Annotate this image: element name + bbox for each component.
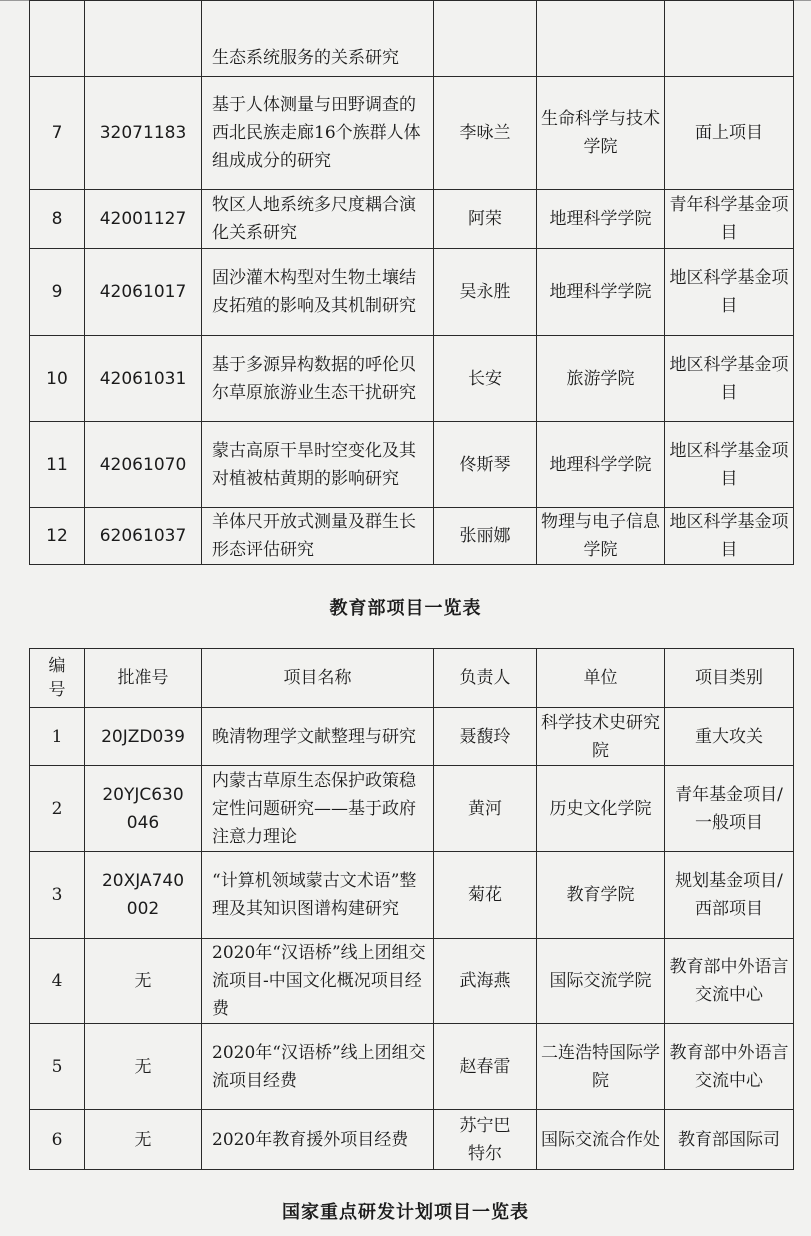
approval-code: 32071183 [85, 77, 202, 190]
project-leader: 武海燕 [434, 939, 537, 1024]
approval-code: 42061017 [85, 249, 202, 336]
table-row [30, 422, 794, 508]
header-category: 项目类别 [665, 649, 794, 708]
project-leader: 菊花 [434, 852, 537, 939]
table-row [30, 1110, 794, 1170]
row-number: 4 [30, 939, 85, 1024]
table-row [30, 77, 794, 190]
approval-code: 20YJC630046 [85, 766, 202, 852]
project-leader [434, 1, 537, 77]
header-leader: 负责人 [434, 649, 537, 708]
project-unit: 二连浩特国际学院 [537, 1024, 665, 1110]
row-number: 9 [30, 249, 85, 336]
project-unit: 国际交流合作处 [537, 1110, 665, 1170]
moe-project-table [29, 648, 794, 1170]
project-unit: 物理与电子信息学院 [537, 508, 665, 565]
header-project-name: 项目名称 [202, 649, 434, 708]
project-name: “计算机领域蒙古文术语”整理及其知识图谱构建研究 [202, 852, 434, 939]
project-leader: 吴永胜 [434, 249, 537, 336]
project-name: 内蒙古草原生态保护政策稳定性问题研究——基于政府注意力理论 [202, 766, 434, 852]
row-number: 1 [30, 708, 85, 766]
approval-code: 20XJA740002 [85, 852, 202, 939]
header-unit: 单位 [537, 649, 665, 708]
project-category: 青年基金项目/一般项目 [665, 766, 794, 852]
approval-code: 42061031 [85, 336, 202, 422]
table-row [30, 939, 794, 1024]
project-category: 地区科学基金项目 [665, 422, 794, 508]
project-unit: 科学技术史研究院 [537, 708, 665, 766]
project-unit: 历史文化学院 [537, 766, 665, 852]
project-category: 面上项目 [665, 77, 794, 190]
table-row [30, 708, 794, 766]
approval-code: 42061070 [85, 422, 202, 508]
project-leader: 黄河 [434, 766, 537, 852]
project-leader: 赵春雷 [434, 1024, 537, 1110]
approval-code: 42001127 [85, 190, 202, 249]
project-category: 教育部中外语言交流中心 [665, 939, 794, 1024]
approval-code: 20JZD039 [85, 708, 202, 766]
project-name: 2020年教育援外项目经费 [202, 1110, 434, 1170]
project-name: 2020年“汉语桥”线上团组交流项目-中国文化概况项目经费 [202, 939, 434, 1024]
approval-code: 62061037 [85, 508, 202, 565]
national-rd-table-title: 国家重点研发计划项目一览表 [282, 1202, 529, 1223]
table-row [30, 852, 794, 939]
project-category: 重大攻关 [665, 708, 794, 766]
project-category: 教育部国际司 [665, 1110, 794, 1170]
project-name: 蒙古高原干旱时空变化及其对植被枯黄期的影响研究 [202, 422, 434, 508]
moe-table-title: 教育部项目一览表 [329, 598, 482, 619]
table-row [30, 336, 794, 422]
table-row [30, 508, 794, 565]
project-category: 教育部中外语言交流中心 [665, 1024, 794, 1110]
project-category [665, 1, 794, 77]
project-unit: 生命科学与技术学院 [537, 77, 665, 190]
project-leader: 张丽娜 [434, 508, 537, 565]
project-leader: 苏宁巴特尔 [434, 1110, 537, 1170]
project-leader: 长安 [434, 336, 537, 422]
approval-code: 无 [85, 1024, 202, 1110]
row-number: 3 [30, 852, 85, 939]
row-number: 10 [30, 336, 85, 422]
table-row [30, 1024, 794, 1110]
approval-code [85, 1, 202, 77]
project-unit: 地理科学学院 [537, 249, 665, 336]
row-number: 6 [30, 1110, 85, 1170]
approval-code: 无 [85, 939, 202, 1024]
project-unit: 地理科学学院 [537, 422, 665, 508]
header-number: 编号 [30, 649, 85, 708]
project-unit: 旅游学院 [537, 336, 665, 422]
project-category: 地区科学基金项目 [665, 336, 794, 422]
project-name: 基于人体测量与田野调查的西北民族走廊16个族群人体组成成分的研究 [202, 77, 434, 190]
project-category: 青年科学基金项目 [665, 190, 794, 249]
project-category: 地区科学基金项目 [665, 249, 794, 336]
row-number: 8 [30, 190, 85, 249]
project-unit: 国际交流学院 [537, 939, 665, 1024]
project-category: 地区科学基金项目 [665, 508, 794, 565]
project-leader: 李咏兰 [434, 77, 537, 190]
project-category: 规划基金项目/西部项目 [665, 852, 794, 939]
row-number: 11 [30, 422, 85, 508]
approval-code: 无 [85, 1110, 202, 1170]
project-unit: 教育学院 [537, 852, 665, 939]
project-leader: 佟斯琴 [434, 422, 537, 508]
project-name: 固沙灌木构型对生物土壤结皮拓殖的影响及其机制研究 [202, 249, 434, 336]
project-name: 生态系统服务的关系研究 [202, 1, 434, 77]
table-row [30, 766, 794, 852]
row-number: 5 [30, 1024, 85, 1110]
header-approval-code: 批准号 [85, 649, 202, 708]
nsfc-project-table [29, 0, 794, 565]
project-leader: 聂馥玲 [434, 708, 537, 766]
project-name: 基于多源异构数据的呼伦贝尔草原旅游业生态干扰研究 [202, 336, 434, 422]
row-number [30, 1, 85, 77]
row-number: 12 [30, 508, 85, 565]
table-row [30, 190, 794, 249]
project-name: 晚清物理学文献整理与研究 [202, 708, 434, 766]
project-name: 牧区人地系统多尺度耦合演化关系研究 [202, 190, 434, 249]
project-name: 2020年“汉语桥”线上团组交流项目经费 [202, 1024, 434, 1110]
table-row [30, 1, 794, 77]
table-row [30, 249, 794, 336]
project-unit [537, 1, 665, 77]
row-number: 2 [30, 766, 85, 852]
project-leader: 阿荣 [434, 190, 537, 249]
project-unit: 地理科学学院 [537, 190, 665, 249]
project-name: 羊体尺开放式测量及群生长形态评估研究 [202, 508, 434, 565]
row-number: 7 [30, 77, 85, 190]
table-header-row [30, 649, 794, 708]
